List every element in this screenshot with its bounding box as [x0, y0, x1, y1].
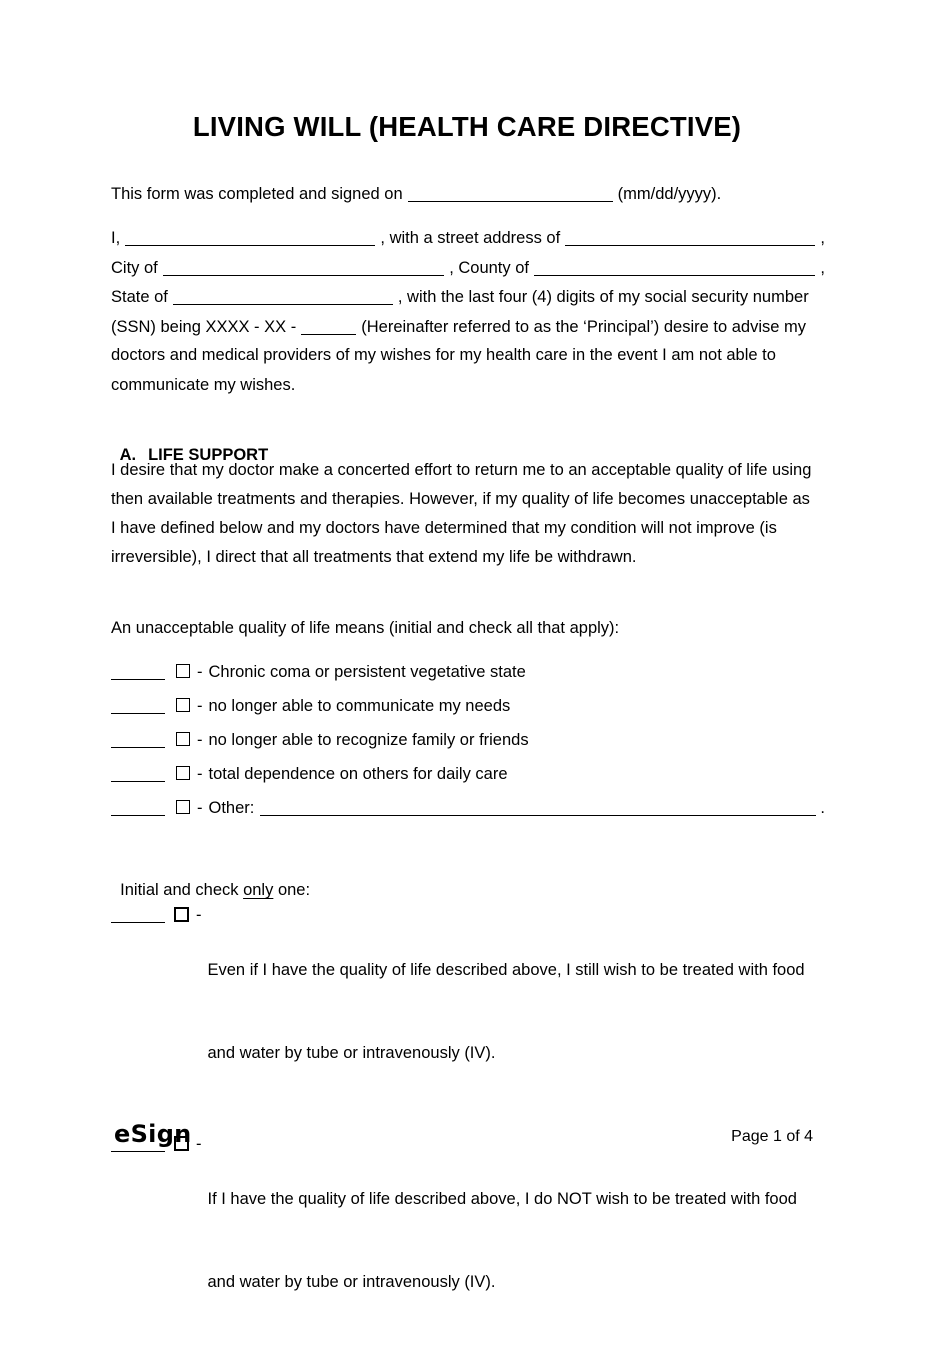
choice-item-do-not-treat: [111, 1131, 851, 1351]
principal-text: (SSN) being XXXX - XX -: [111, 317, 297, 336]
choice-item-treat-with-food: [111, 902, 851, 1122]
checklist-item-dependence: [111, 764, 825, 784]
dash: -: [197, 731, 203, 749]
city-blank[interactable]: [163, 261, 444, 276]
dash: -: [197, 765, 203, 783]
dash: -: [196, 1135, 202, 1153]
life-support-paragraph: [111, 461, 851, 577]
choice-line: and water by tube or intravenously (IV).: [207, 1043, 496, 1062]
date-blank[interactable]: [408, 187, 613, 202]
checkbox-icon[interactable]: [176, 732, 190, 746]
choice-text: [208, 902, 852, 1122]
exclusive-prompt: [111, 862, 310, 900]
checklist-item-communicate: [111, 696, 825, 716]
intro-text-after: (mm/dd/yyyy).: [617, 185, 722, 203]
principal-line-4: [111, 317, 825, 347]
principal-line-6: communicate my wishes.: [111, 375, 296, 394]
principal-line-3: [111, 287, 825, 317]
other-description-blank[interactable]: [260, 801, 816, 816]
street-address-blank[interactable]: [565, 231, 815, 246]
checkbox-icon[interactable]: [176, 766, 190, 780]
principal-text: State of: [111, 288, 168, 306]
principal-text: (Hereinafter referred to as the ‘Principal’) desire to advise my: [361, 317, 807, 336]
principal-text: , County of: [449, 258, 529, 277]
principal-text: , with a street address of: [380, 229, 561, 247]
page-number: Page 1 of 4: [731, 1128, 813, 1145]
principal-text: City of: [111, 258, 158, 277]
county-blank[interactable]: [534, 261, 815, 276]
dash: -: [197, 663, 203, 681]
initials-blank[interactable]: [111, 733, 165, 748]
checkbox-icon[interactable]: [176, 664, 190, 678]
principal-line-5: doctors and medical providers of my wishes for my health care in the event I am not able to: [111, 346, 776, 364]
checklist-item-recognize: [111, 730, 825, 750]
checkbox-icon[interactable]: [176, 698, 190, 712]
principal-text: ,: [820, 229, 825, 247]
checklist-prompt: An unacceptable quality of life means (initial and check all that apply):: [111, 619, 620, 637]
intro-line: [111, 184, 825, 214]
esign-logo: eSign: [114, 1120, 192, 1148]
checklist-label: Other:: [208, 799, 255, 817]
choice-text: [208, 1131, 852, 1351]
initials-blank[interactable]: [111, 665, 165, 680]
section-title: LIFE SUPPORT: [148, 446, 269, 464]
paragraph-line: I desire that my doctor make a concerted effort to return me to an acceptable quality of life using: [111, 461, 812, 479]
principal-text: I,: [111, 229, 121, 247]
principal-line-1: [111, 228, 825, 258]
paragraph-line: then available treatments and therapies. However, if my quality of life becomes unacceptable as: [111, 490, 810, 508]
choice-line: and water by tube or intravenously (IV).: [207, 1272, 496, 1291]
choice-line: If I have the quality of life described above, I do NOT wish to be treated with food: [207, 1190, 797, 1208]
checklist-label: no longer able to recognize family or friends: [208, 731, 529, 749]
checklist-item-other: [111, 798, 825, 818]
section-letter: A.: [119, 446, 137, 464]
period: .: [820, 799, 825, 817]
initials-blank[interactable]: [111, 767, 165, 782]
principal-line-2: [111, 258, 825, 288]
ssn-last-digits-blank[interactable]: [301, 320, 356, 335]
initials-blank[interactable]: [111, 908, 165, 923]
principal-text: , with the last four (4) digits of my social security number: [397, 288, 809, 306]
checklist-item-chronic-coma: [111, 662, 825, 682]
page-title: LIVING WILL (HEALTH CARE DIRECTIVE): [192, 111, 742, 142]
initials-blank[interactable]: [111, 801, 165, 816]
dash: -: [196, 906, 202, 924]
quality-of-life-checklist: [111, 662, 825, 832]
checkbox-icon[interactable]: [176, 800, 190, 814]
checklist-label: total dependence on others for daily care: [208, 765, 508, 783]
dash: -: [197, 697, 203, 715]
section-a-heading: [111, 427, 268, 465]
intro-text-before: This form was completed and signed on: [111, 185, 403, 203]
dash: -: [197, 799, 203, 817]
paragraph-line: irreversible), I direct that all treatments that extend my life be withdrawn.: [111, 548, 637, 566]
checkbox-icon[interactable]: [174, 907, 189, 922]
state-blank[interactable]: [173, 290, 393, 305]
initials-blank[interactable]: [111, 699, 165, 714]
checklist-label: no longer able to communicate my needs: [208, 697, 511, 715]
prompt-text: Initial and check: [120, 881, 244, 899]
paragraph-line: I have defined below and my doctors have determined that my condition will not improve (is: [111, 519, 777, 537]
prompt-text: one:: [273, 881, 311, 899]
prompt-underlined-word: only: [243, 881, 274, 899]
checklist-label: Chronic coma or persistent vegetative state: [208, 663, 526, 681]
principal-text: ,: [820, 258, 825, 277]
principal-paragraph: [111, 228, 825, 405]
name-blank[interactable]: [125, 231, 375, 246]
choice-line: Even if I have the quality of life described above, I still wish to be treated with food: [207, 961, 805, 979]
